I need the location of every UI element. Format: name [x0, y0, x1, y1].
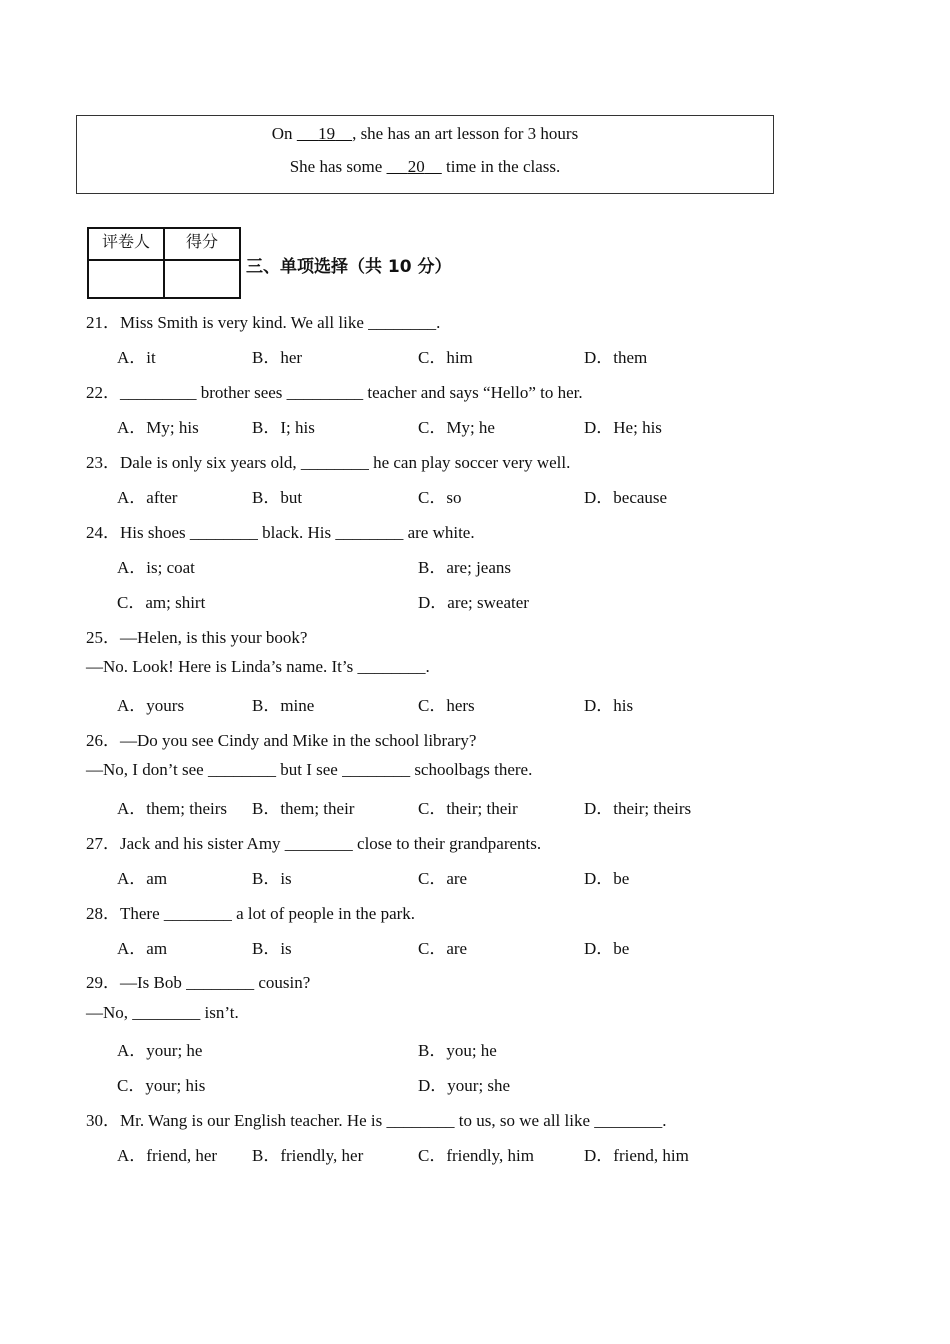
option-26-d[interactable]: D．their; theirs: [584, 799, 692, 818]
question-23: 23．Dale is only six years old, ________ he can play soccer very well.: [86, 453, 571, 472]
option-29-c[interactable]: C．your; his: [117, 1076, 206, 1095]
question-27: 27．Jack and his sister Amy ________ close to their grandparents.: [86, 834, 542, 853]
option-23-c[interactable]: C．so: [418, 488, 462, 507]
option-24-a[interactable]: A．is; coat: [117, 558, 195, 577]
option-28-a[interactable]: A．am: [117, 939, 168, 958]
option-30-d[interactable]: D．friend, him: [584, 1146, 689, 1165]
option-28-d[interactable]: D．be: [584, 939, 630, 958]
blank-19[interactable]: 19: [318, 124, 336, 143]
option-21-a[interactable]: A．it: [117, 348, 156, 367]
question-29: 29．—Is Bob ________ cousin?: [86, 973, 311, 992]
grader-header: 评卷人: [88, 228, 164, 260]
option-29-d[interactable]: D．your; she: [418, 1076, 511, 1095]
option-23-b[interactable]: B．but: [252, 488, 303, 507]
summary-line-2: She has some 20 time in the class.: [289, 157, 561, 176]
score-table: [87, 227, 241, 299]
question-22: 22．_________ brother sees _________ teacher and says “Hello” to her.: [86, 383, 583, 402]
option-27-d[interactable]: D．be: [584, 869, 630, 888]
option-25-d[interactable]: D．his: [584, 696, 634, 715]
score-cell[interactable]: [164, 260, 240, 298]
summary-line-1: On 19 , she has an art lesson for 3 hours: [271, 124, 579, 143]
option-23-d[interactable]: D．because: [584, 488, 668, 507]
option-25-a[interactable]: A．yours: [117, 696, 185, 715]
question-24: 24．His shoes ________ black. His ________ are white.: [86, 523, 475, 542]
option-24-c[interactable]: C．am; shirt: [117, 593, 206, 612]
question-25-line2: —No. Look! Here is Linda’s name. It’s ________.: [86, 657, 430, 676]
option-22-a[interactable]: A．My; his: [117, 418, 199, 437]
option-28-b[interactable]: B．is: [252, 939, 292, 958]
question-29-line2: —No, ________ isn’t.: [86, 1003, 239, 1022]
option-29-a[interactable]: A．your; he: [117, 1041, 203, 1060]
option-28-c[interactable]: C．are: [418, 939, 468, 958]
option-27-c[interactable]: C．are: [418, 869, 468, 888]
question-25: 25．—Helen, is this your book?: [86, 628, 308, 647]
score-header: 得分: [164, 228, 240, 260]
option-24-b[interactable]: B．are; jeans: [418, 558, 511, 577]
option-21-d[interactable]: D．them: [584, 348, 648, 367]
option-27-a[interactable]: A．am: [117, 869, 168, 888]
question-30: 30．Mr. Wang is our English teacher. He is ________ to us, so we all like ________.: [86, 1111, 667, 1130]
section-title: 三、单项选择（共 10 分）: [246, 257, 452, 277]
option-21-b[interactable]: B．her: [252, 348, 303, 367]
option-22-c[interactable]: C．My; he: [418, 418, 495, 437]
grader-cell[interactable]: [88, 260, 164, 298]
option-25-b[interactable]: B．mine: [252, 696, 315, 715]
option-23-a[interactable]: A．after: [117, 488, 178, 507]
question-28: 28．There ________ a lot of people in the park.: [86, 904, 416, 923]
summary-box: [76, 115, 774, 194]
option-26-a[interactable]: A．them; theirs: [117, 799, 228, 818]
question-26: 26．—Do you see Cindy and Mike in the school library?: [86, 731, 477, 750]
option-24-d[interactable]: D．are; sweater: [418, 593, 529, 612]
option-22-b[interactable]: B．I; his: [252, 418, 315, 437]
option-30-a[interactable]: A．friend, her: [117, 1146, 218, 1165]
option-21-c[interactable]: C．him: [418, 348, 473, 367]
option-26-b[interactable]: B．them; their: [252, 799, 355, 818]
option-29-b[interactable]: B．you; he: [418, 1041, 497, 1060]
option-30-b[interactable]: B．friendly, her: [252, 1146, 364, 1165]
option-27-b[interactable]: B．is: [252, 869, 292, 888]
option-25-c[interactable]: C．hers: [418, 696, 475, 715]
option-30-c[interactable]: C．friendly, him: [418, 1146, 534, 1165]
option-26-c[interactable]: C．their; their: [418, 799, 518, 818]
blank-20[interactable]: 20: [407, 157, 425, 176]
question-26-line2: —No, I don’t see ________ but I see ________ schoolbags there.: [86, 760, 533, 779]
option-22-d[interactable]: D．He; his: [584, 418, 662, 437]
question-21: 21．Miss Smith is very kind. We all like ________.: [86, 313, 441, 332]
